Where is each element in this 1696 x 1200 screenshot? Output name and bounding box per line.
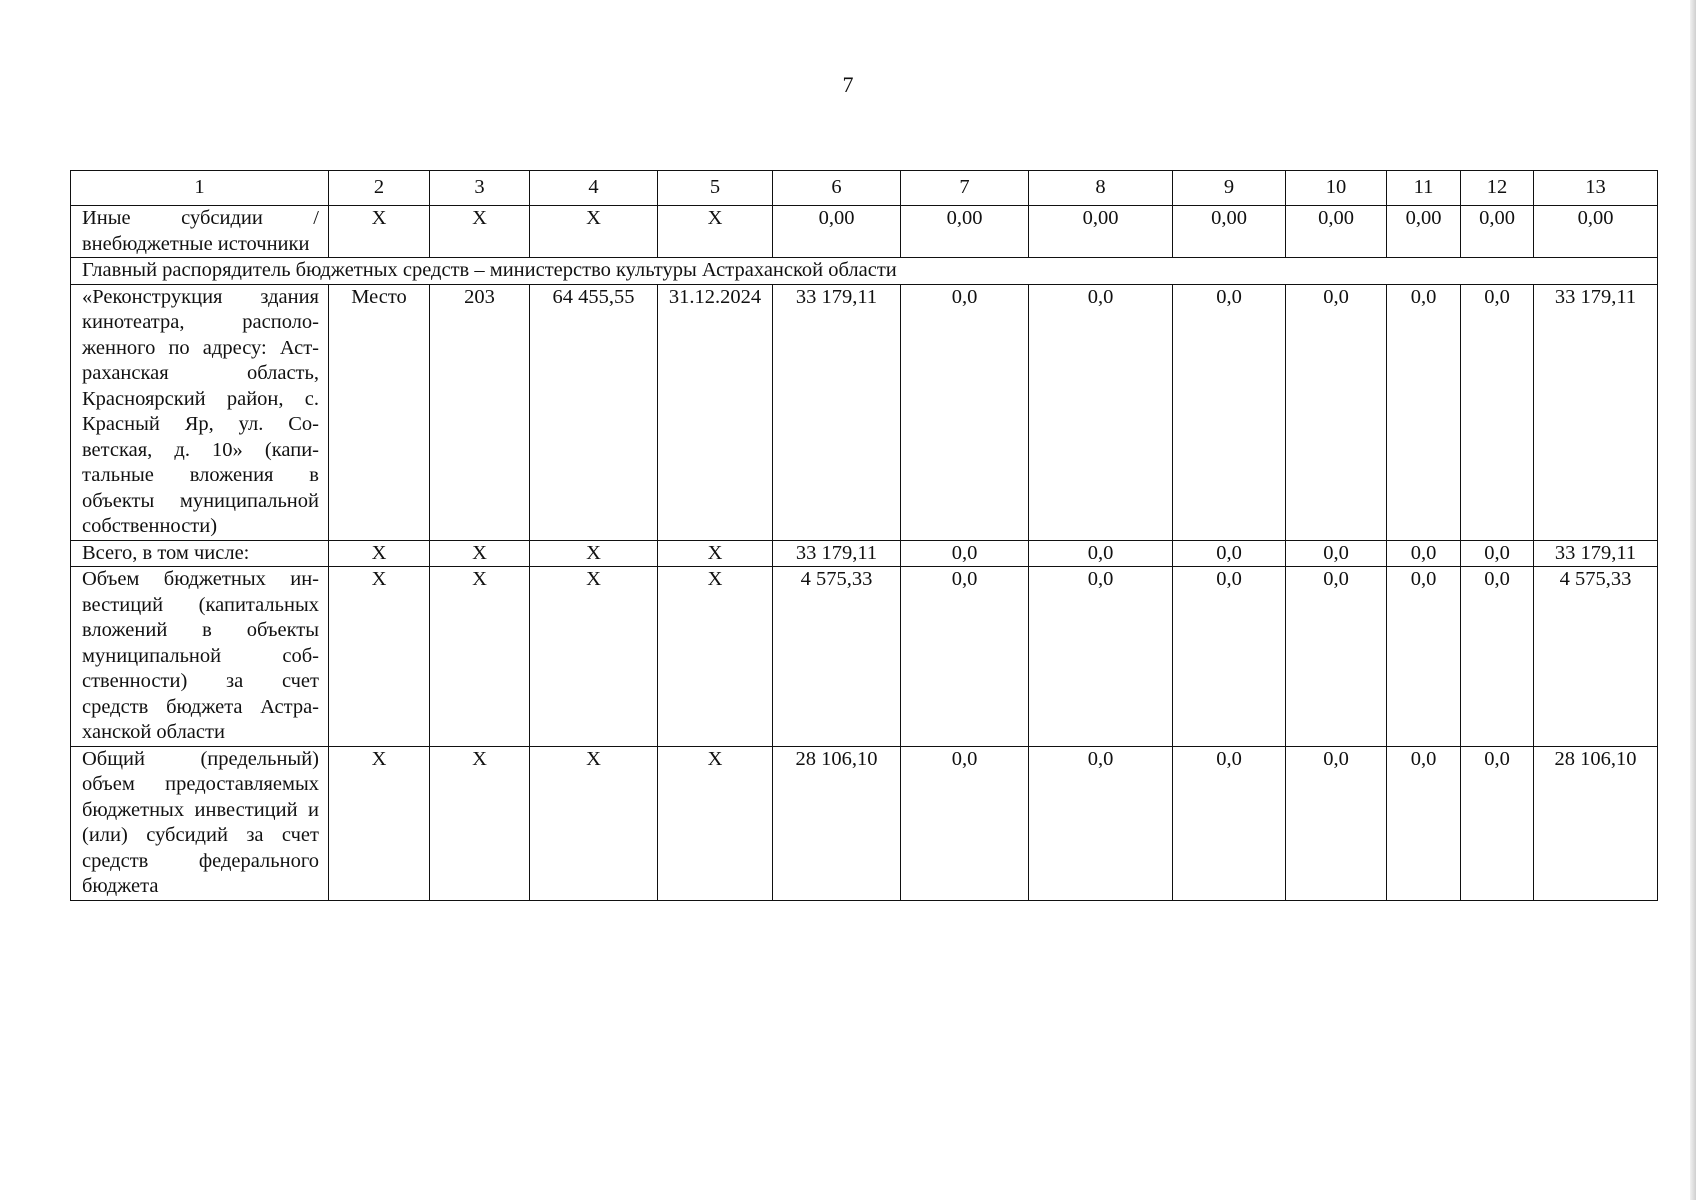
table-cell: Место (329, 284, 430, 540)
table-cell: X (430, 206, 530, 258)
row-other-subsidies (71, 206, 1658, 258)
table-cell: X (658, 746, 773, 900)
investment-table (70, 170, 1658, 901)
table-cell: X (329, 746, 430, 900)
table-cell: 0,0 (901, 567, 1029, 747)
table-cell: 0,00 (773, 206, 901, 258)
table-cell: 0,0 (1173, 540, 1286, 567)
table-cell: 0,0 (1387, 540, 1461, 567)
table-cell: X (329, 206, 430, 258)
row-label: «Реконструкция здания кинотеатра, расположенного по адресу: Астраханская область, Красноярский район, с. Красный Яр, ул. Советская, д. 10» (капитальные вложения в объекты муниципальной собственности) (71, 284, 329, 540)
table-cell: 0,0 (1029, 284, 1173, 540)
page-edge-shadow (1690, 0, 1696, 1200)
table-cell: 0,0 (1387, 567, 1461, 747)
table-cell: 0,0 (1029, 567, 1173, 747)
section-row (71, 258, 1658, 285)
table-cell: 0,0 (1029, 746, 1173, 900)
column-header: 10 (1286, 171, 1387, 206)
table-cell: 0,0 (1461, 567, 1534, 747)
row-label: Иные субсидии / внебюджетные источники (71, 206, 329, 258)
row-total (71, 540, 1658, 567)
table-cell: 4 575,33 (1534, 567, 1658, 747)
table-cell: 33 179,11 (1534, 540, 1658, 567)
table-cell: 0,0 (901, 284, 1029, 540)
table-cell: 33 179,11 (773, 284, 901, 540)
column-header: 12 (1461, 171, 1534, 206)
row-label: Общий (предельный) объем предоставляемых бюджетных инвестиций и (или) субсидий за счет средств федерального бюджета (71, 746, 329, 900)
table-cell: 0,00 (1387, 206, 1461, 258)
column-header: 8 (1029, 171, 1173, 206)
row-regional-budget (71, 567, 1658, 747)
table-cell: X (658, 567, 773, 747)
table-cell: 0,00 (1029, 206, 1173, 258)
table-cell: 0,0 (1029, 540, 1173, 567)
column-header: 5 (658, 171, 773, 206)
table-cell: 28 106,10 (1534, 746, 1658, 900)
table-cell: 0,00 (1534, 206, 1658, 258)
table-cell: X (530, 567, 658, 747)
column-header: 11 (1387, 171, 1461, 206)
table-cell: 0,0 (901, 540, 1029, 567)
table-cell: 0,0 (1461, 284, 1534, 540)
table-cell: X (329, 567, 430, 747)
table-cell: X (658, 206, 773, 258)
table-cell: 0,00 (1286, 206, 1387, 258)
table-cell: 0,0 (1461, 746, 1534, 900)
column-header: 3 (430, 171, 530, 206)
column-header: 6 (773, 171, 901, 206)
row-federal-budget (71, 746, 1658, 900)
section-title: Главный распорядитель бюджетных средств – министерство культуры Астраханской области (71, 258, 1658, 285)
table-cell: X (530, 206, 658, 258)
column-header: 2 (329, 171, 430, 206)
table-cell: 64 455,55 (530, 284, 658, 540)
row-label: Всего, в том числе: (71, 540, 329, 567)
row-label: Объем бюджетных инвестиций (капитальных вложений в объекты муниципальной собственности) за счет средств бюджета Астраханской области (71, 567, 329, 747)
table-cell: 0,0 (1173, 746, 1286, 900)
table-cell: X (430, 746, 530, 900)
table-cell: 0,0 (1286, 284, 1387, 540)
table-cell: 203 (430, 284, 530, 540)
column-header: 1 (71, 171, 329, 206)
table-cell: X (530, 540, 658, 567)
table-cell: 33 179,11 (773, 540, 901, 567)
column-header: 7 (901, 171, 1029, 206)
table-cell: 0,0 (1387, 284, 1461, 540)
table-cell: 33 179,11 (1534, 284, 1658, 540)
table-cell: X (430, 540, 530, 567)
table-cell: 0,0 (1286, 540, 1387, 567)
page-number: 7 (842, 72, 854, 97)
table-cell: X (530, 746, 658, 900)
table-cell: X (658, 540, 773, 567)
table-cell: 28 106,10 (773, 746, 901, 900)
table-cell: 0,00 (901, 206, 1029, 258)
column-header: 13 (1534, 171, 1658, 206)
table-cell: 0,00 (1173, 206, 1286, 258)
table-cell: 0,0 (1286, 746, 1387, 900)
table-cell: 4 575,33 (773, 567, 901, 747)
column-numbers-row (71, 171, 1658, 206)
table-cell: 0,0 (901, 746, 1029, 900)
column-header: 9 (1173, 171, 1286, 206)
table-cell: 0,0 (1461, 540, 1534, 567)
table-cell: 0,00 (1461, 206, 1534, 258)
table-cell: 0,0 (1387, 746, 1461, 900)
table-cell: X (329, 540, 430, 567)
table-cell: 31.12.2024 (658, 284, 773, 540)
table-cell: 0,0 (1286, 567, 1387, 747)
table-cell: X (430, 567, 530, 747)
column-header: 4 (530, 171, 658, 206)
table-cell: 0,0 (1173, 567, 1286, 747)
table-cell: 0,0 (1173, 284, 1286, 540)
row-reconstruction-object (71, 284, 1658, 540)
